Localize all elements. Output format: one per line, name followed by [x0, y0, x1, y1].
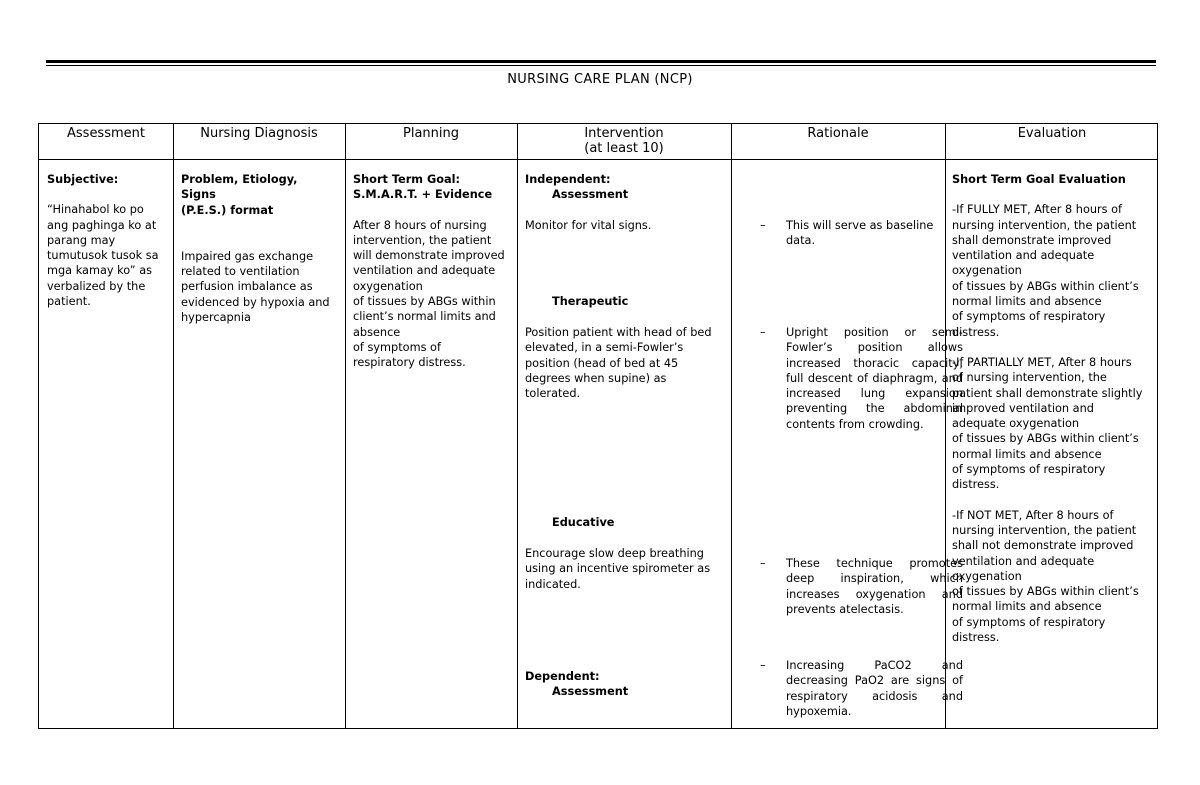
- rationale-bullet: –: [760, 659, 766, 672]
- header-evaluation: Evaluation: [1017, 126, 1087, 141]
- header-intervention: [517, 124, 731, 159]
- header-divider: [39, 159, 1157, 160]
- pes-format-label: Problem, Etiology, Signs (P.E.S.) format: [181, 173, 298, 217]
- rationale-item: [758, 218, 963, 249]
- rationale-bullet: –: [760, 326, 766, 339]
- short-term-goal-label: Short Term Goal: S.M.A.R.T. + Evidence: [353, 173, 493, 202]
- subjective-text: “Hinahabol ko po ang paghinga ko at parang may tumutusok tusok sa mga kamay ko” as verbalized by the patient.: [47, 203, 159, 309]
- rationale-text: This will serve as baseline data.: [786, 219, 934, 248]
- column-divider: [345, 124, 346, 728]
- column-divider: [173, 124, 174, 728]
- evaluation-cell: [952, 172, 1157, 645]
- rationale-text: Upright position or semi-Fowler’s position allows increased thoracic capacity, full descent of diaphragm, and increased lung expansion preventing the abdominal contents from crowding.: [786, 326, 963, 431]
- independent-label: Independent:: [525, 173, 611, 186]
- rationale-item: [758, 658, 963, 719]
- top-rule-thick: [46, 60, 1156, 63]
- column-divider: [731, 124, 732, 728]
- assessment-cell: [47, 172, 171, 309]
- diagnosis-text: Impaired gas exchange related to ventilation perfusion imbalance as evidenced by hypoxia and hypercapnia: [181, 249, 330, 325]
- column-divider: [517, 124, 518, 728]
- document-title: NURSING CARE PLAN (NCP): [507, 72, 693, 87]
- educative-label: Educative: [552, 516, 615, 529]
- evaluation-label: Short Term Goal Evaluation: [952, 173, 1126, 186]
- educative-text: Encourage slow deep breathing using an incentive spirometer as indicated.: [525, 547, 711, 591]
- assessment-intervention-text: Monitor for vital signs.: [525, 219, 652, 232]
- planning-text: After 8 hours of nursing intervention, the patient will demonstrate improved ventilation and adequate oxygenation of tissues by ABGs within client’s normal limits and absence of symptoms of respiratory distress.: [353, 218, 505, 370]
- top-rule-thin: [46, 65, 1156, 66]
- subjective-label: Subjective:: [47, 173, 119, 186]
- rationale-item: [758, 325, 963, 432]
- evaluation-partially-met: -If PARTIALLY MET, After 8 hours of nursing intervention, the patient shall demonstrate slightly improved ventilation and adequate oxygenation of tissues by ABGs within client’s normal limits and absence of symptoms of respiratory distress.: [952, 355, 1143, 492]
- rationale-bullet: –: [760, 557, 766, 570]
- header-intervention-label: Intervention: [584, 126, 664, 141]
- header-intervention-sub: (at least 10): [584, 141, 664, 156]
- rationale-item: [758, 556, 963, 617]
- intervention-cell: [525, 172, 729, 722]
- evaluation-fully-met: -If FULLY MET, After 8 hours of nursing intervention, the patient shall demonstrate improved ventilation and adequate oxygenation of tissues by ABGs within client’s normal limits and absence of symptoms of respiratory distress.: [952, 203, 1139, 339]
- dependent-label: Dependent:: [525, 670, 600, 683]
- independent-assessment-label: Assessment: [552, 188, 629, 201]
- evaluation-not-met: -If NOT MET, After 8 hours of nursing intervention, the patient shall not demonstrate improved ventilation and adequate oxygenation of tissues by ABGs within client’s normal limits and absence of symptoms of respiratory distress.: [952, 508, 1139, 645]
- dependent-assessment-label: Assessment: [552, 685, 629, 698]
- care-plan-table: [38, 123, 1158, 729]
- header-rationale: Rationale: [807, 126, 869, 141]
- rationale-bullet: –: [760, 219, 766, 232]
- planning-cell: [353, 172, 515, 371]
- rationale-text: These technique promotes deep inspiration, which increases oxygenation and prevents atelectasis.: [786, 557, 963, 616]
- diagnosis-cell: [181, 172, 343, 325]
- header-planning: Planning: [403, 126, 459, 141]
- therapeutic-label: Therapeutic: [552, 295, 629, 308]
- header-assessment: Assessment: [67, 126, 145, 141]
- therapeutic-text: Position patient with head of bed elevated, in a semi-Fowler’s position (head of bed at 45 degrees when supine) as tolerated.: [525, 326, 712, 401]
- header-nursing-diagnosis: Nursing Diagnosis: [200, 126, 318, 141]
- rationale-text: Increasing PaCO2 and decreasing PaO2 are signs of respiratory acidosis and hypoxemia.: [786, 659, 963, 718]
- rationale-cell: [758, 172, 964, 728]
